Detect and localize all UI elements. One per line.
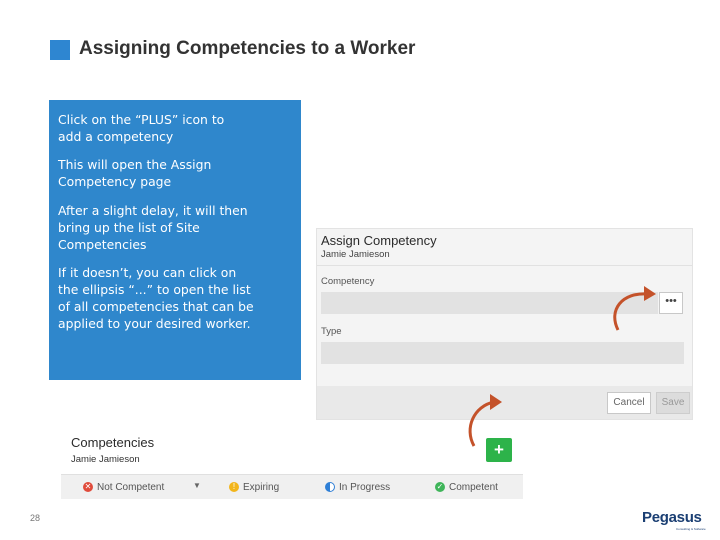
instruction-step-2: This will open the Assign Competency page: [58, 157, 212, 189]
dialog-divider: [317, 265, 692, 266]
ellipsis-button[interactable]: •••: [659, 292, 683, 314]
instruction-step-4: If it doesn’t, you can click on the ellipsis “...” to open the list of all competencies that can be applied to your desired worker.: [58, 265, 254, 331]
pegasus-logo: Pegasus: [642, 509, 702, 526]
type-label: Type: [321, 326, 342, 337]
x-circle-icon: ✕: [84, 482, 92, 491]
competencies-title: Competencies: [71, 435, 155, 450]
competencies-worker-name: Jamie Jamieson: [71, 454, 140, 465]
chevron-down-icon[interactable]: ▼: [193, 481, 201, 490]
title-bullet-square: [50, 40, 70, 60]
slide-title: Assigning Competencies to a Worker: [79, 38, 416, 59]
filter-expiring[interactable]: [229, 479, 279, 495]
competency-status-bar: [61, 474, 523, 499]
instruction-step-1: Click on the “PLUS” icon to add a competency: [58, 112, 225, 144]
instruction-step-3: After a slight delay, it will then bring up the list of Site Competencies: [58, 203, 248, 252]
filter-label: Expiring: [243, 481, 280, 493]
page-number: 28: [30, 513, 41, 523]
filter-not-competent[interactable]: [83, 479, 164, 495]
logo-tagline: Consulting & Software: [676, 527, 706, 531]
cancel-button[interactable]: Cancel: [607, 392, 651, 414]
instruction-panel: [49, 100, 301, 380]
filter-in-progress[interactable]: [325, 479, 390, 495]
competency-input[interactable]: [321, 292, 658, 314]
filter-label: Not Competent: [97, 481, 165, 493]
half-circle-icon: [325, 482, 335, 492]
competency-label: Competency: [321, 276, 375, 287]
dialog-worker-name: Jamie Jamieson: [321, 249, 390, 260]
competencies-panel: [61, 432, 523, 499]
save-button[interactable]: Save: [656, 392, 690, 414]
filter-label: Competent: [449, 481, 498, 493]
filter-competent[interactable]: [435, 479, 498, 495]
exclamation-circle-icon: !: [229, 482, 239, 492]
type-input[interactable]: [321, 342, 684, 364]
add-competency-button[interactable]: +: [486, 438, 512, 462]
filter-label: In Progress: [339, 481, 391, 493]
dialog-title: Assign Competency: [321, 233, 437, 248]
assign-competency-dialog: [316, 228, 693, 420]
check-circle-icon: ✓: [436, 482, 444, 491]
